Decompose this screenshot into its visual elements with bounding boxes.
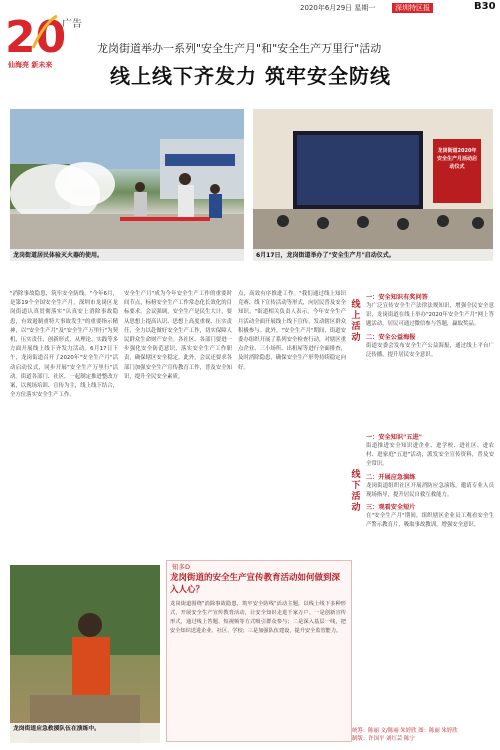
- faq-title: 龙岗街道的安全生产宣传教育活动如何做到深入人心？: [170, 573, 341, 595]
- launch-ceremony-photo: [253, 109, 493, 261]
- activities-sidebar: [366, 290, 494, 720]
- sidebar-section-text: 龙岗街道组织社区开展消防应急演练，邀请专业人员现场指导，提升居民自救互救能力。: [366, 482, 494, 498]
- issue-date: 2020年6月29日 星期一: [300, 4, 376, 12]
- fire-extinguisher-photo: [10, 109, 244, 261]
- logo-number: 20: [5, 12, 67, 63]
- sidebar-section-text: 街道安委会发布安全生产公益海报，通过线上平台广泛传播，提升居民安全意识。: [366, 342, 494, 358]
- online-activities-label: 线上活动: [351, 300, 361, 343]
- subheadline: 龙岗街道举办一系列"安全生产月"和"安全生产万里行"活动: [97, 42, 382, 55]
- faq-tag: 知多D: [172, 563, 191, 571]
- sidebar-section-text: 在"安全生产月"期间，组织辖区企业员工观看安全生产警示教育片，吸取事故教训，增强安全意识。: [366, 513, 494, 529]
- sidebar-section-title: 一：安全知识"五进": [366, 434, 422, 442]
- sidebar-section-title: 三：观看安全短片: [366, 504, 416, 512]
- faq-body: 龙岗街道围绕"消除事故隐患，筑牢安全防线"活动主题，以线上线下多种形式，开展安全生产宣传教育活动，让安全知识走进千家万户。一是创新宣传形式，通过线上答题、短视频等方式吸引群众参与；二是深入基层一线，把安全知识送进企业、社区、学校；三是加强队伍建设，提升安全监管能力。: [170, 601, 346, 634]
- credits: 统筹：陈丽 文/陈丽 朱婷欣 图：陈丽 朱婷欣 制版：许国平 刘红芸 陈宁: [352, 728, 458, 742]
- main-headline: 线上线下齐发力 筑牢安全防线: [110, 64, 391, 88]
- article-col-3: 点，高效有序推进工作。"我们通过线上知识竞赛、线下宣传活动等形式，向居民普及安全知识。"街道相关负责人表示，今年安全生产月活动全面开展线上线下宣传，发动辖区群众积极参与。此外，"安全生产月"期间，街道安委办组织开展了系列安全检查行动，对辖区重点企业、三小场所、出租屋等进行全面排查，及时消除隐患，确保安全生产形势持续稳定向好。: [238, 291, 346, 371]
- logo-caption: 仙海亮 新未来: [8, 61, 53, 69]
- photo2-caption: 6月17日，龙岗街道举办了"安全生产月"启动仪式。: [256, 252, 395, 259]
- anniversary-logo: [5, 10, 67, 63]
- photo1-caption: 龙岗街道居民体验灭火器的使用。: [13, 252, 104, 259]
- page-number: B30: [474, 1, 496, 12]
- article-col-1: "消除事故隐患，筑牢安全防线。"今年6月，是第19个全国安全生产月，深圳市龙岗区龙岗街道认真贯彻落实"认真安上消除事故隐患，有效遏制重特大事故发生"的重要指示精神，以"安全生产月"及"安全生产万里行"为契机，压实责任、创新形式，从理论、实践等多方面开展线上线下齐发力活动。6月17日下午，龙岗街道召开了2020年"安全生产月"活动启动仪式，同步开展"安全生产万里行"活动。街道各部门、社区，一起制定推进整改方案，以现场培训、宣传为主，线上线下结合，全方位落实安全生产工作。: [10, 291, 118, 399]
- banner-text: 龙岗街道2020年安全生产月活动启动仪式: [437, 148, 478, 170]
- offline-activities-label: 线下活动: [351, 470, 361, 513]
- sidebar-section-text: 为广泛宣传安全生产法律法规知识，增强全民安全意识，龙岗街道在线上举办"2020年安全生产月"网上答题活动，居民可通过微信参与答题，赢取奖品。: [366, 303, 494, 328]
- ad-label: 广告: [62, 19, 82, 30]
- article-col-2: 安全生产月"成为今年安全生产工作的重要时间节点，标榜安全生产工作常态化长效化的目标要求。会议强调，安全生产是民生大计，要从思想上提高认识、思想上高度重视、压实责任，全力以赴做好安全生产工作，切实保障人民群众生命财产安全。各社区、各部门要进一步强化安全防范意识，落实安全生产工作职责，确保辖区安全稳定。此外，会议还要求各部门加强安全生产宣传教育工作，普及安全知识，提升全民安全素质。: [124, 291, 232, 380]
- section-tag: 深圳特区报: [392, 3, 433, 13]
- sidebar-section-text: 街道推进安全知识进企业、进学校、进社区、进农村、进家庭"五进"活动，派发安全宣传资料，普及安全常识。: [366, 443, 494, 468]
- bottom-photo-caption: 龙岗街道应急救援队伍在演练中。: [13, 726, 100, 732]
- sidebar-section-title: 二：安全公益海报: [366, 333, 416, 341]
- sidebar-section-title: 二：开展应急演练: [366, 473, 416, 481]
- sidebar-section-title: 一：安全知识有奖问答: [366, 294, 428, 301]
- rescue-team-photo: [10, 565, 160, 743]
